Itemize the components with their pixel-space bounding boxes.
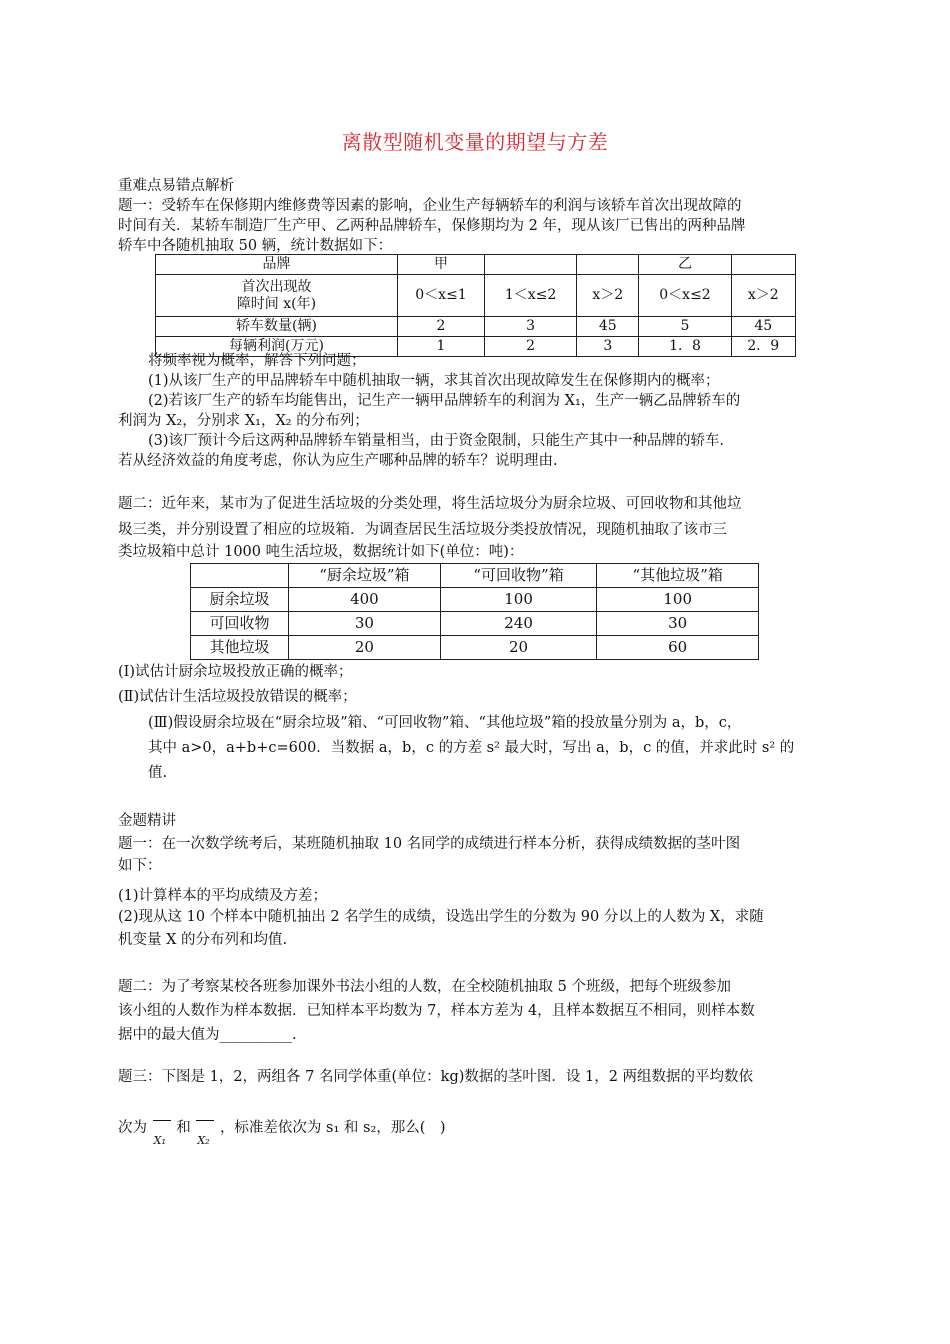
table-cell: 厨余垃圾 [191, 588, 289, 612]
table-cell: “厨余垃圾”箱 [289, 564, 441, 588]
table-cell: 2 [397, 317, 484, 337]
table-cell: 甲 [397, 255, 484, 275]
table-cell: x＞2 [731, 275, 795, 317]
table-cell: 30 [597, 612, 759, 636]
table-cell: 品牌 [156, 255, 398, 275]
page-title: 离散型随机变量的期望与方差 [341, 130, 609, 154]
table-cell: 轿车数量(辆) [156, 317, 398, 337]
problem-text: 题二：近年来，某市为了促进生活垃圾的分类处理，将生活垃圾分为厨余垃圾、可回收物和其他垃 [118, 496, 742, 512]
question-text: 机变量 X 的分布列和均值. [118, 932, 288, 948]
overline [196, 1120, 214, 1121]
question-text: (2)若该厂生产的轿车均能售出，记生产一辆甲品牌轿车的利润为 X₁，生产一辆乙品牌轿车的 [148, 393, 741, 409]
question-text: (Ⅰ)试估计厨余垃圾投放正确的概率； [118, 664, 353, 680]
table-cell: 400 [289, 588, 441, 612]
table-cell: 45 [577, 317, 639, 337]
problem-text: 类垃圾箱中总计 1000 吨生活垃圾，数据统计如下(单位：吨)： [118, 544, 524, 560]
table-cell: 60 [597, 636, 759, 660]
table-cell: 20 [289, 636, 441, 660]
problem-text: 轿车中各随机抽取 50 辆，统计数据如下： [118, 238, 393, 254]
question-text: (3)该厂预计今后这两种品牌轿车销量相当，由于资金限制，只能生产其中一种品牌的轿车． [148, 433, 735, 449]
overline [153, 1120, 171, 1121]
table-cell: 30 [289, 612, 441, 636]
text-span: 和 [176, 1120, 191, 1136]
cell-text: 障时间 x(年) [236, 295, 317, 312]
problem-text: 据中的最大值为__________. [118, 1027, 297, 1043]
table-cell: 0＜x≤2 [639, 275, 731, 317]
table-cell: 20 [440, 636, 597, 660]
question-text: 利润为 X₂，分别求 X₁，X₂ 的分布列； [118, 413, 369, 429]
question-text: (1)计算样本的平均成绩及方差； [118, 888, 328, 904]
table-cell: 100 [440, 588, 597, 612]
section-heading: 金题精讲 [118, 813, 176, 829]
table-cell: 1＜x≤2 [485, 275, 577, 317]
table-cell: 3 [485, 317, 577, 337]
table-cell: 240 [440, 612, 597, 636]
table-cell: 2 [485, 337, 577, 357]
question-text: 若从经济效益的角度考虑，你认为应生产哪种品牌的轿车？说明理由. [118, 453, 558, 469]
problem-text: 题一：受轿车在保修期内维修费等因素的影响，企业生产每辆轿车的利润与该轿车首次出现故障的 [118, 198, 742, 214]
table-cell: 0＜x≤1 [397, 275, 484, 317]
table-cell: “可回收物”箱 [440, 564, 597, 588]
table-cell: 乙 [639, 255, 731, 275]
table-cell: 3 [577, 337, 639, 357]
symbol-text: X₂ [197, 1134, 210, 1147]
table-cell: x＞2 [577, 275, 639, 317]
question-text: (Ⅲ)假设厨余垃圾在“厨余垃圾”箱、“可回收物”箱、“其他垃圾”箱的投放量分别为 a，b，c， [148, 715, 742, 731]
mean-x1-symbol [152, 1118, 172, 1147]
question-text: (2)现从这 10 个样本中随机抽出 2 名学生的成绩，设选出学生的分数为 90 分以上的人数为 X，求随 [118, 909, 764, 925]
question-text: (1)从该厂生产的甲品牌轿车中随机抽取一辆，求其首次出现故障发生在保修期内的概率； [148, 373, 720, 389]
table-cell [156, 275, 398, 317]
question-text: 其中 a>0，a+b+c=600．当数据 a，b，c 的方差 s² 最大时，写出 a，b，c 的值，并求此时 s² 的 [148, 740, 795, 756]
table-cell: 5 [639, 317, 731, 337]
table-cell: 100 [597, 588, 759, 612]
table-cell [485, 255, 577, 275]
question-text: 值. [148, 765, 168, 781]
table-cell: 2．9 [731, 337, 795, 357]
table-cell: “其他垃圾”箱 [597, 564, 759, 588]
symbol-text: X₁ [153, 1134, 166, 1147]
text-span: ，标准差依次为 s₁ 和 s₂，那么( ) [219, 1120, 446, 1136]
table-cell [577, 255, 639, 275]
table-cell: 1．8 [639, 337, 731, 357]
table-cell: 每辆利润(万元) [156, 337, 398, 357]
table-cell: 其他垃圾 [191, 636, 289, 660]
problem-text: 该小组的人数作为样本数据．已知样本平均数为 7，样本方差为 4，且样本数据互不相同，则样本数 [118, 1003, 755, 1019]
problem-text: 如下： [118, 858, 162, 874]
problem-text: 题三：下图是 1，2，两组各 7 名同学体重(单位：kg)数据的茎叶图．设 1，2 两组数据的平均数依 [118, 1069, 754, 1085]
cell-text: 首次出现故 [241, 278, 312, 295]
problem-text: 题二：为了考察某校各班参加课外书法小组的人数，在全校随机抽取 5 个班级，把每个班级参加 [118, 979, 731, 995]
section-heading: 重难点易错点解析 [118, 178, 234, 194]
problem-text: 时间有关．某轿车制造厂生产甲、乙两种品牌轿车，保修期均为 2 年，现从该厂已售出的两种品牌 [118, 218, 746, 234]
problem-text: 题一：在一次数学统考后，某班随机抽取 10 名同学的成绩进行样本分析，获得成绩数据的茎叶图 [118, 836, 741, 852]
table-cell: 1 [397, 337, 484, 357]
problem-text: 将频率视为概率，解答下列问题； [148, 353, 366, 369]
problem-text [118, 1115, 446, 1147]
mean-x2-symbol [195, 1118, 215, 1147]
text-span: 次为 [118, 1120, 147, 1136]
table-cell: 可回收物 [191, 612, 289, 636]
car-data-table [155, 254, 796, 357]
question-text: (Ⅱ)试估计生活垃圾投放错误的概率； [118, 689, 357, 705]
garbage-data-table [190, 563, 759, 660]
table-cell: 45 [731, 317, 795, 337]
table-cell [731, 255, 795, 275]
table-cell [191, 564, 289, 588]
problem-text: 圾三类，并分别设置了相应的垃圾箱．为调查居民生活垃圾分类投放情况，现随机抽取了该市三 [118, 522, 727, 538]
